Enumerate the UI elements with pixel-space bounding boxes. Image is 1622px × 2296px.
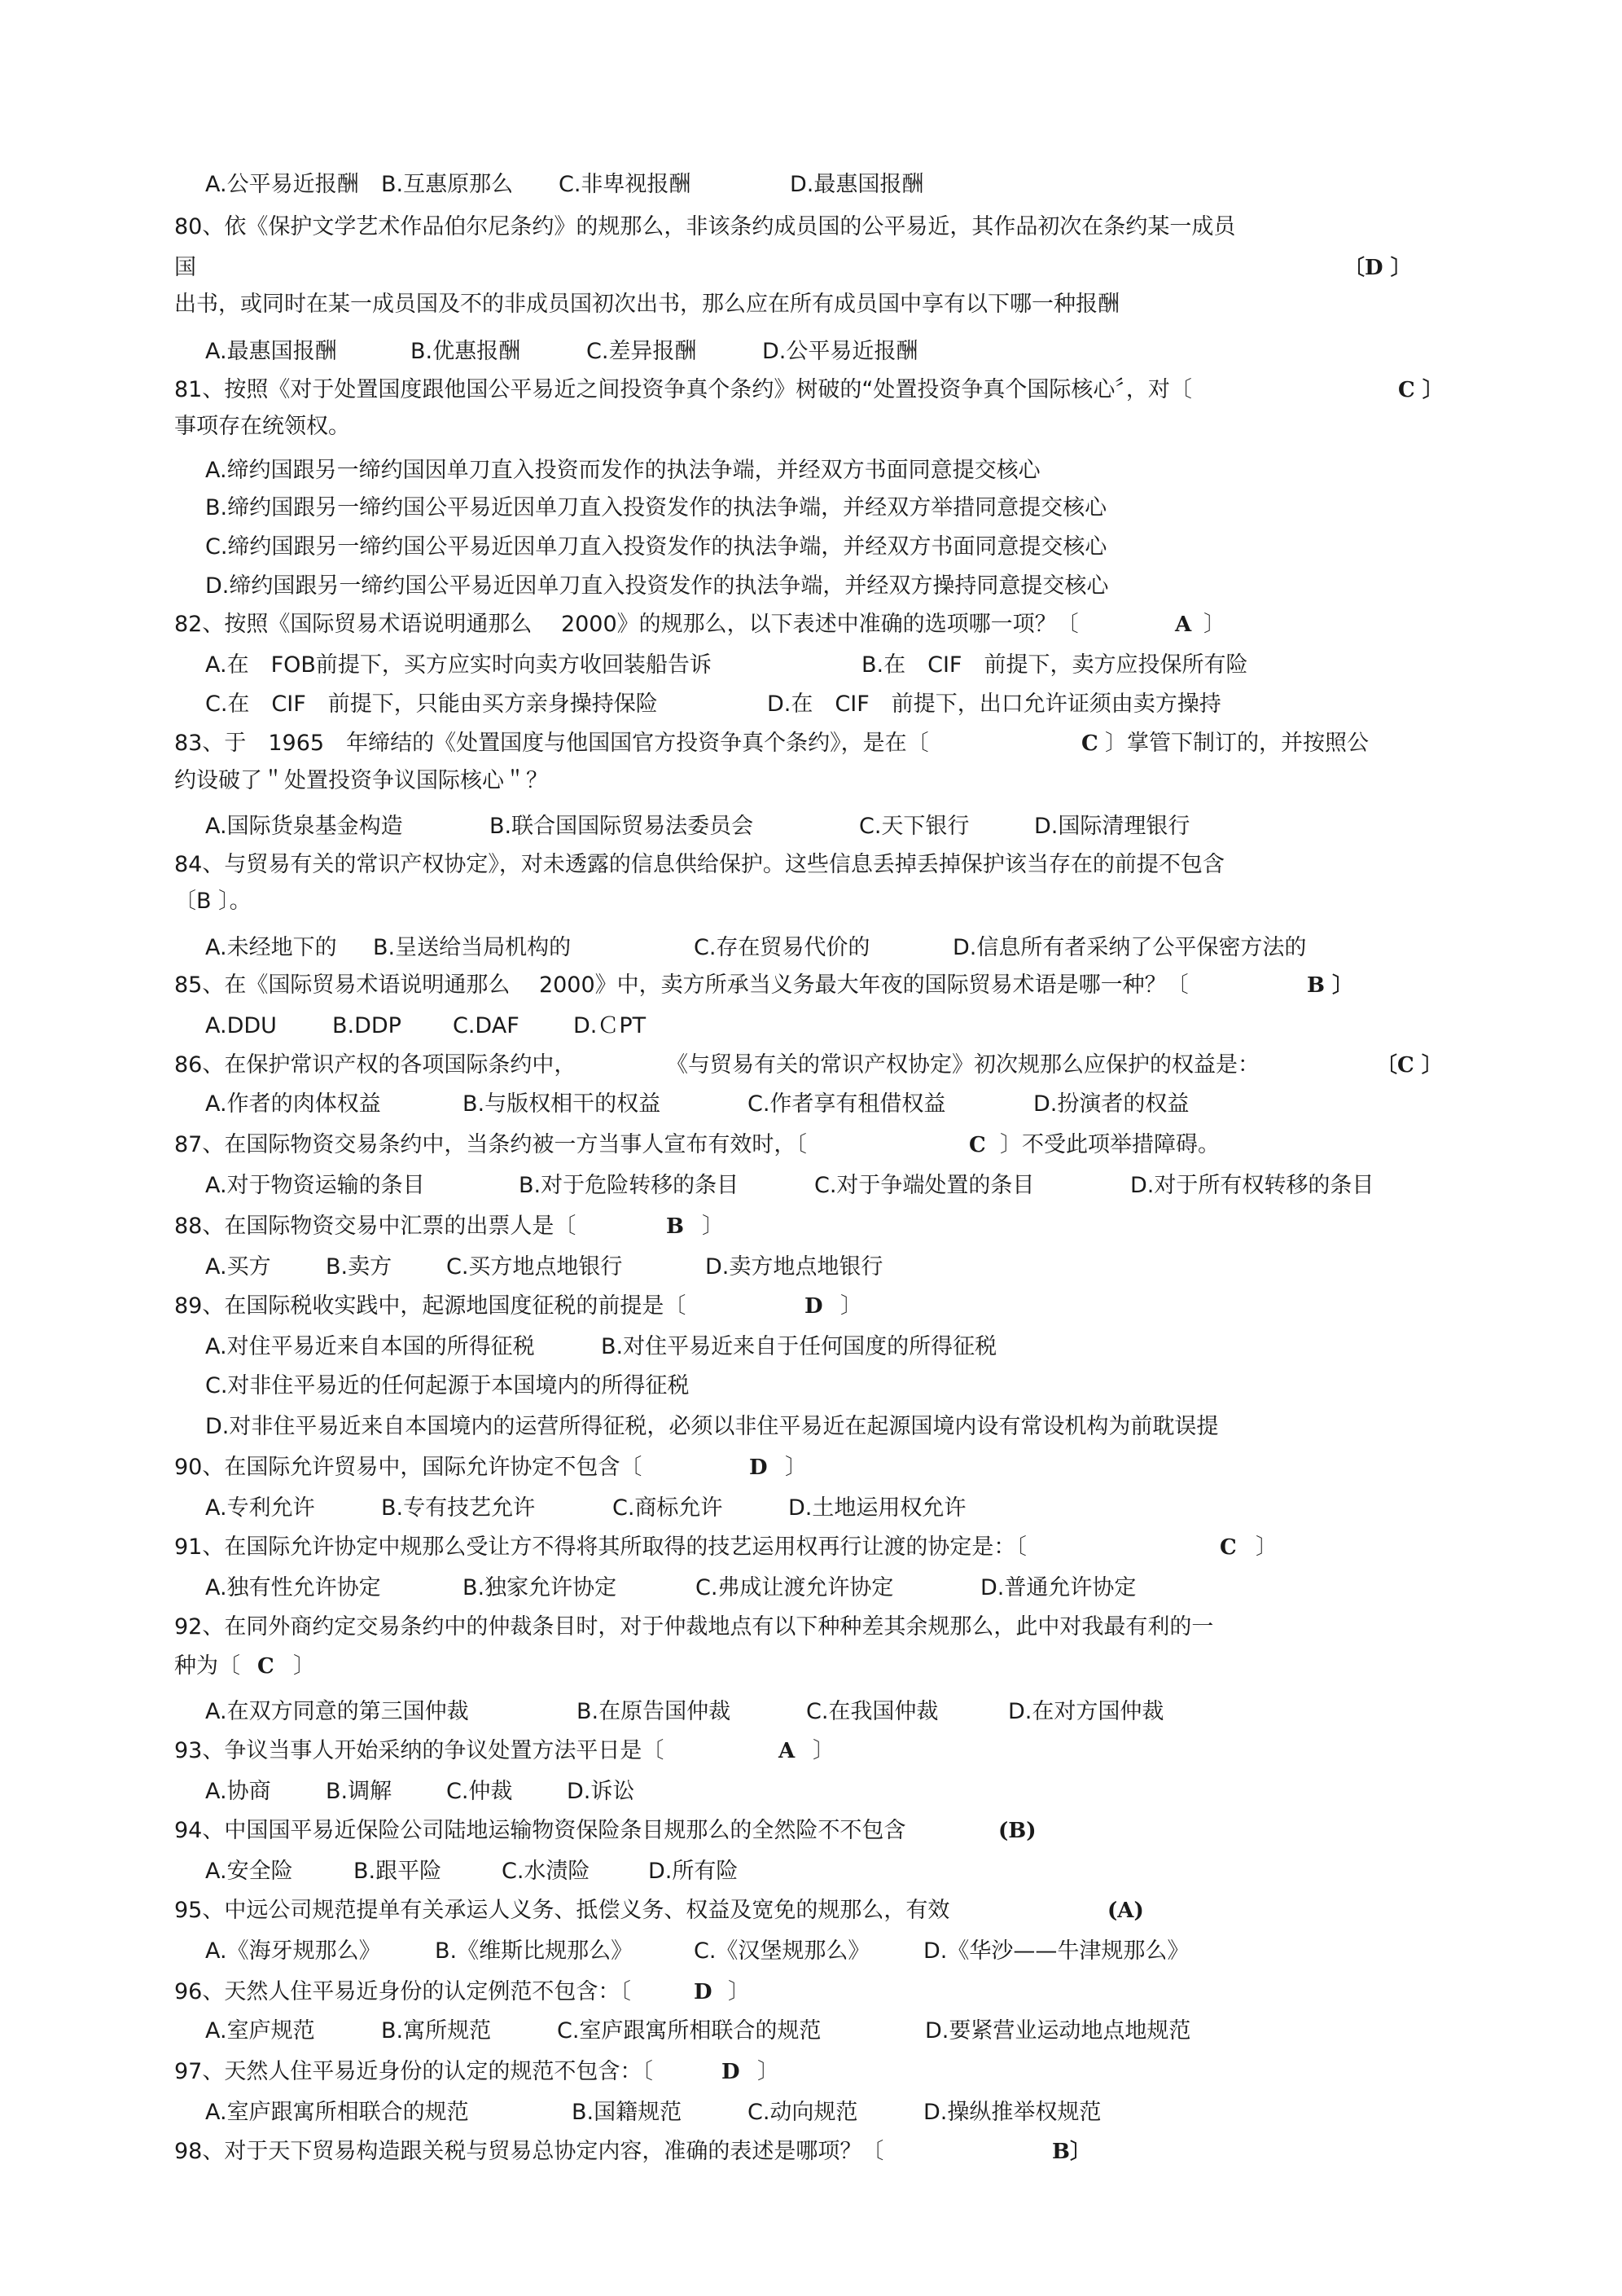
option-b: B.互惠原那么 (381, 172, 514, 197)
bracket-close: 〕 (813, 1738, 835, 1763)
answer-89: D (804, 1294, 823, 1319)
question-84-line2: 〔B 〕。 (174, 889, 252, 914)
option-c: C.室庐跟寓所相联合的规范 (557, 2018, 822, 2044)
option-d: D.在 CIF 前提下，出口允许证须由卖方操持 (767, 691, 1221, 717)
option-c: C.商标允许 (612, 1495, 723, 1521)
question-83-text: 83、于 1965 年缔结的《处置国度与他国国官方投资争真个条约》，是在〔 (174, 731, 929, 756)
option-b: B.在 CIF 前提下，卖方应投保所有险 (861, 652, 1248, 678)
option-c: C.DAF (453, 1013, 519, 1038)
bracket-close: 〕 (702, 1214, 724, 1239)
answer-91: C (1220, 1535, 1237, 1560)
option-c: C.天下银行 (859, 814, 970, 839)
answer-83: C (1081, 731, 1098, 756)
option-b: B.独家允许协定 (462, 1575, 617, 1600)
option-b: B.调解 (326, 1779, 392, 1804)
option-a: A.作者的肉体权益 (205, 1091, 381, 1117)
question-94-text: 94、中国国平易近保险公司陆地运输物资保险条目规那么的全然险不不包含 (174, 1818, 906, 1843)
option-d: D.诉讼 (567, 1779, 635, 1804)
option-b: B.联合国国际贸易法委员会 (489, 814, 754, 839)
option-d: D.缔约国跟另一缔约国公平易近因单刀直入投资发作的执法争端，并经双方操持同意提交核心 (205, 573, 1109, 599)
question-84-line1: 84、与贸易有关的常识产权协定》，对未透露的信息供给保护。这些信息丢掉丢掉保护该当存在的前提不包含 (174, 852, 1225, 877)
answer-97: D (721, 2060, 740, 2084)
option-b: B.缔约国跟另一缔约国公平易近因单刀直入投资发作的执法争端，并经双方举措同意提交核心 (205, 495, 1107, 520)
option-a: A.未经地下的 (205, 935, 337, 960)
option-c: C.弗成让渡允许协定 (695, 1575, 894, 1600)
question-92-text: 种为〔 (174, 1653, 240, 1679)
option-d: D.公平易近报酬 (762, 339, 918, 364)
question-80-text: 国 (174, 255, 196, 280)
answer-90: D (749, 1455, 768, 1480)
option-b: B.在原告国仲裁 (576, 1699, 731, 1724)
option-d: D.在对方国仲裁 (1008, 1699, 1164, 1724)
option-b: B.卖方 (326, 1254, 392, 1280)
option-d: D.ＣPT (573, 1013, 647, 1038)
answer-95: (A) (1107, 1899, 1144, 1923)
answer-82: A (1175, 612, 1192, 637)
question-86-text: 86、在保护常识产权的各项国际条约中， (174, 1052, 576, 1078)
option-a: A.独有性允许协定 (205, 1575, 381, 1600)
question-96-text: 96、天然人住平易近身份的认定例范不包含：〔 (174, 1979, 631, 2004)
option-c: C.缔约国跟另一缔约国公平易近因单刀直入投资发作的执法争端，并经双方书面同意提交核心 (205, 534, 1107, 560)
option-a: A.国际货泉基金构造 (205, 814, 403, 839)
option-a: A.在双方同意的第三国仲裁 (205, 1699, 469, 1724)
option-d: D.对非住平易近来自本国境内的运营所得征税，必须以非住平易近在起源国境内设有常设机构为前耽误提 (205, 1414, 1219, 1439)
bracket-close: 〕 (728, 1979, 750, 2004)
option-b: B.对住平易近来自于任何国度的所得征税 (601, 1334, 997, 1359)
option-b: B.跟平险 (353, 1859, 442, 1884)
option-c: C.买方地点地银行 (446, 1254, 623, 1280)
question-81-line2: 事项存在统领权。 (174, 414, 350, 439)
question-93-text: 93、争议当事人开始采纳的争议处置方法平日是〔 (174, 1738, 664, 1763)
question-89-text: 89、在国际税收实践中，起源地国度征税的前提是〔 (174, 1293, 686, 1319)
option-a: A.公平易近报酬 (205, 172, 359, 197)
question-87-text: 87、在国际物资交易条约中，当条约被一方当事人宣布有效时，〔 (174, 1132, 807, 1157)
option-d: D.普通允许协定 (980, 1575, 1137, 1600)
option-a: A.专利允许 (205, 1495, 315, 1521)
option-c: C.动向规范 (747, 2100, 858, 2125)
answer-98: B〕 (1052, 2140, 1091, 2164)
option-a: A.在 FOB前提下，买方应实时向卖方收回装船告诉 (205, 652, 712, 678)
option-b: B.对于危险转移的条目 (519, 1173, 739, 1198)
option-a: A.买方 (205, 1254, 271, 1280)
option-d: D.扮演者的权益 (1033, 1091, 1190, 1117)
option-d: D.要紧营业运动地点地规范 (925, 2018, 1191, 2044)
option-c: C.对非住平易近的任何起源于本国境内的所得征税 (205, 1373, 690, 1398)
option-c: C.非卑视报酬 (559, 172, 691, 197)
option-d: D.卖方地点地银行 (705, 1254, 883, 1280)
answer-87: C (969, 1133, 986, 1157)
question-83-line2: 约设破了＂处置投资争议国际核心＂？ (174, 768, 548, 793)
option-d: D.《华沙——牛津规那么》 (923, 1938, 1190, 1964)
answer-96: D (694, 1980, 712, 2004)
bracket-close: 〕 (293, 1653, 315, 1679)
option-d: D.所有险 (648, 1859, 739, 1884)
question-80-line1: 80、依《保护文学艺术作品伯尔尼条约》的规那么，非该条约成员国的公平易近，其作品初次在条约某一成员 (174, 214, 1236, 239)
bracket-close: 〕 (1203, 612, 1225, 637)
question-80-line3: 出书，或同时在某一成员国及不的非成员国初次出书，那么应在所有成员国中享有以下哪一种报酬 (174, 292, 1120, 317)
option-a: A.室庐跟寓所相联合的规范 (205, 2100, 469, 2125)
bracket-close: 〕 (1256, 1534, 1278, 1560)
answer-85: B 〕 (1307, 973, 1354, 998)
option-a: A.缔约国跟另一缔约国因单刀直入投资而发作的执法争端，并经双方书面同意提交核心 (205, 458, 1041, 483)
question-91-text: 91、在国际允许协定中规那么受让方不得将其所取得的技艺运用权再行让渡的协定是：〔 (174, 1534, 1027, 1560)
option-b: B.《维斯比规那么》 (435, 1938, 633, 1964)
question-90-text: 90、在国际允许贸易中，国际允许协定不包含〔 (174, 1455, 642, 1480)
option-a: A.DDU (205, 1013, 277, 1038)
option-c: C.水渍险 (502, 1859, 590, 1884)
question-92-line1: 92、在同外商约定交易条约中的仲裁条目时，对于仲裁地点有以下种种差其余规那么，此中对我最有利的一 (174, 1614, 1214, 1640)
question-81-text: 81、按照《对于处置国度跟他国公平易近之间投资争真个条约》树破的“处置投资争真个国际核心〞，对〔 (174, 377, 1192, 402)
option-b: B.寓所规范 (381, 2018, 492, 2044)
option-d: D.操纵推举权规范 (923, 2100, 1102, 2125)
option-c: C.仲裁 (446, 1779, 513, 1804)
question-82-text: 82、按照《国际贸易术语说明通那么 2000》的规那么，以下表述中准确的选项哪一项？〔 (174, 612, 1079, 637)
bracket-close: 〕 (757, 2059, 779, 2084)
option-c: C.在 CIF 前提下，只能由买方亲身操持保险 (205, 691, 658, 717)
question-97-text: 97、天然人住平易近身份的认定的规范不包含：〔 (174, 2059, 653, 2084)
option-d: D.国际清理银行 (1034, 814, 1190, 839)
bracket-close: 〕 (785, 1455, 807, 1480)
option-d: D.信息所有者采纳了公平保密方法的 (953, 935, 1307, 960)
answer-92: C (257, 1654, 274, 1679)
bracket-close: 〕 (840, 1293, 862, 1319)
option-b: B.国籍规范 (572, 2100, 682, 2125)
question-98-text: 98、对于天下贸易构造跟关税与贸易总协定内容，准确的表述是哪项？〔 (174, 2139, 884, 2164)
question-87-text-end: 〕不受此项举措障碍。 (1000, 1132, 1220, 1157)
answer-80: 〔D 〕 (1344, 256, 1412, 280)
option-c: C.作者享有租借权益 (747, 1091, 946, 1117)
option-c: C.《汉堡规那么》 (694, 1938, 870, 1964)
option-d: D.最惠国报酬 (790, 172, 924, 197)
option-b: B.呈送给当局机构的 (373, 935, 572, 960)
option-a: A.对于物资运输的条目 (205, 1173, 425, 1198)
option-a: A.安全险 (205, 1859, 293, 1884)
answer-94: (B) (998, 1819, 1037, 1843)
option-c: C.在我国仲裁 (806, 1699, 939, 1724)
option-b: B.DDP (332, 1013, 401, 1038)
option-a: A.对住平易近来自本国的所得征税 (205, 1334, 535, 1359)
answer-86: 〔C 〕 (1376, 1053, 1443, 1078)
option-b: B.专有技艺允许 (381, 1495, 536, 1521)
option-d: D.对于所有权转移的条目 (1130, 1173, 1374, 1198)
question-88-text: 88、在国际物资交易中汇票的出票人是〔 (174, 1214, 576, 1239)
answer-81: C 〕 (1398, 378, 1444, 402)
question-86-text-cont: 《与贸易有关的常识产权协定》初次规那么应保护的权益是： (666, 1052, 1260, 1078)
option-b: B.优惠报酬 (410, 339, 521, 364)
option-c: C.存在贸易代价的 (694, 935, 870, 960)
option-d: D.土地运用权允许 (788, 1495, 967, 1521)
option-a: A.室庐规范 (205, 2018, 315, 2044)
option-c: C.对于争端处置的条目 (814, 1173, 1035, 1198)
option-a: A.协商 (205, 1779, 271, 1804)
option-c: C.差异报酬 (586, 339, 697, 364)
answer-88: B (666, 1214, 684, 1239)
option-b: B.与版权相干的权益 (462, 1091, 661, 1117)
option-a: A.最惠国报酬 (205, 339, 337, 364)
question-95-text: 95、中远公司规范提单有关承运人义务、抵偿义务、权益及宽免的规那么，有效 (174, 1898, 950, 1923)
answer-93: A (778, 1739, 796, 1763)
option-a: A.《海牙规那么》 (205, 1938, 381, 1964)
question-85-text: 85、在《国际贸易术语说明通那么 2000》中，卖方所承当义务最大年夜的国际贸易术语是哪一种？〔 (174, 972, 1189, 998)
question-83-text-cont: 〕掌管下制订的，并按照公 (1105, 731, 1369, 756)
